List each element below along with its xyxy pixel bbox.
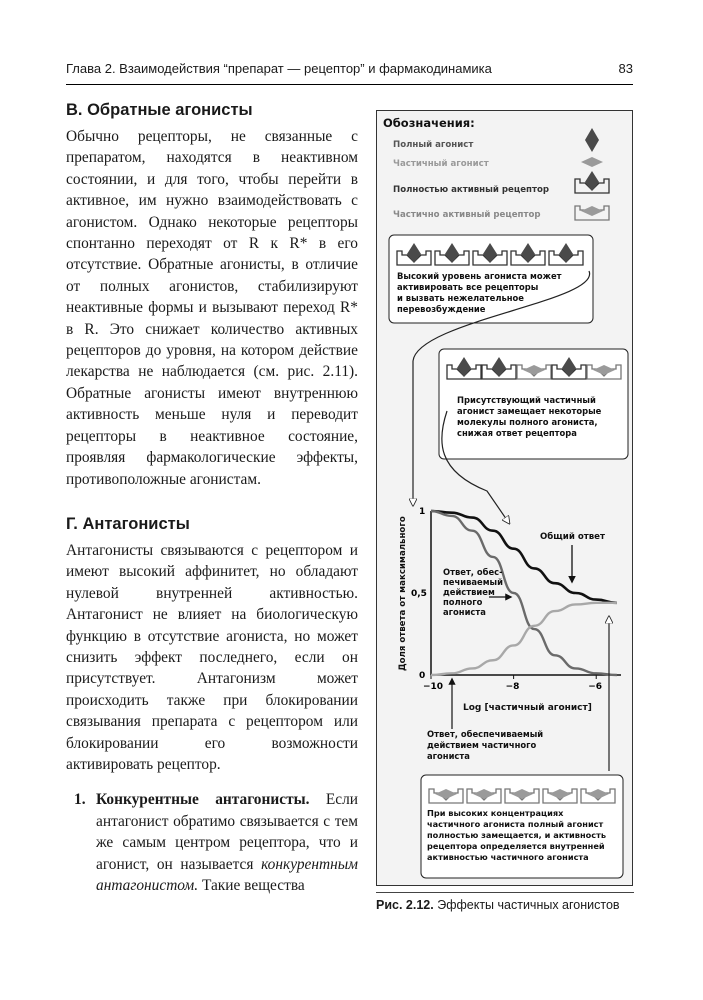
list-item-term: Конкурентные антагонисты. [96,791,310,809]
figure-caption [376,897,634,913]
list-item-text: Если антагонист обратимо связывается с тем же самым центром рецептора, что и агонист, он называется [96,791,359,873]
list-item-competitive-antagonists [74,789,359,896]
callout-text-full-displacement: При высоких концентрациях частичного агониста полный агонист полностью замещается, и активность рецептора определяется внутренней активностью частичного агониста [427,808,607,862]
partial-agonist-icon [581,157,603,167]
header-divider [66,84,633,85]
x-axis-label: Log [частичный агонист] [463,703,592,713]
paragraph-inverse-agonists: Обычно рецепторы, не связанные с препаратом, находятся в неактивном состоянии, и для того, чтобы перейти в активное, им нужно взаимодействовать с агонистом. Однако некоторые рецепторы спонтанно переходят от R к R* в его отсутствие. Обратные агонисты, в отличие от полных агонистов, стабилизируют неактивные формы и вызывают переход R* в R. Это снижает количество активных рецепторов до уровня, на котором действие лекарства не наблюдается (см. рис. 2.11). Обратные агонисты имеют внутреннюю активность меньше нуля и переводит рецепторы в неактивное состояние, проявляя фармакологические эффекты, противоположные агонистам. [66,128,358,488]
annotation-full-agonist-response: Ответ, обес- печиваемый действием полного агониста [443,567,504,617]
legend-full-receptor-label: Полностью активный рецептор [393,185,550,195]
full-agonist-icon [585,128,599,152]
page-number: 83 [618,61,633,76]
callout-text-partial-displaces: Присутствующий частичный агонист замещает некоторые молекулы полного агониста, снижая ответ рецептора [457,395,602,438]
x-tick-label: −6 [588,682,603,692]
y-tick-label: 1 [419,507,426,517]
list-item-italic-term: конкурентным антагонистом. [96,855,358,894]
caption-text: Эффекты частичных агонистов [433,898,620,912]
figure-panel [376,110,633,886]
annotation-total-response: Общий ответ [540,532,605,542]
y-axis-label: Доля ответа от максимального [398,516,408,671]
caption-divider [376,892,634,893]
section-title-inverse-agonists: В. Обратные агонисты [66,101,253,119]
caption-label: Рис. 2.12. [376,898,434,912]
section-title-antagonists: Г. Антагонисты [66,514,190,533]
list-item-text-end: Такие вещества [198,877,305,894]
callout-text-high-agonist: Высокий уровень агониста может активировать все рецепторы и вызвать нежелательное перевозбуждение [397,271,562,314]
partial-receptor-icon [575,206,609,220]
y-tick-label: 0 [419,671,426,681]
x-tick-label: −10 [423,682,444,692]
list-item-number: 1. [74,791,86,809]
legend-full-agonist-label: Полный агонист [393,140,474,150]
page-header [66,60,633,82]
annotation-partial-agonist-response: Ответ, обеспечиваемый действием частичного агониста [427,729,544,761]
figure-diagram [377,111,632,885]
dose-response-chart [398,507,621,761]
running-title: Глава 2. Взаимодействия “препарат — рецептор” и фармакодинамика [66,61,492,76]
y-tick-label: 0,5 [411,589,427,599]
paragraph-antagonists: Антагонисты связываются с рецептором и имеют высокий аффинитет, но обладают нулевой внутренней активностью. Антагонист не влияет на биологическую функцию в отсутствие агониста, но может снизить эффект последнего, если он присутствует. Антагонизм может происходить также при блокировании связывания препарата с рецептором или блокировании его возможности активировать рецептор. [66,541,358,773]
full-receptor-icon [575,171,609,193]
text-column [66,98,358,896]
x-tick-label: −8 [505,682,520,692]
legend-partial-agonist-label: Частичный агонист [393,159,489,169]
legend-partial-receptor-label: Частично активный рецептор [393,210,541,220]
legend-title: Обозначения: [383,116,475,130]
